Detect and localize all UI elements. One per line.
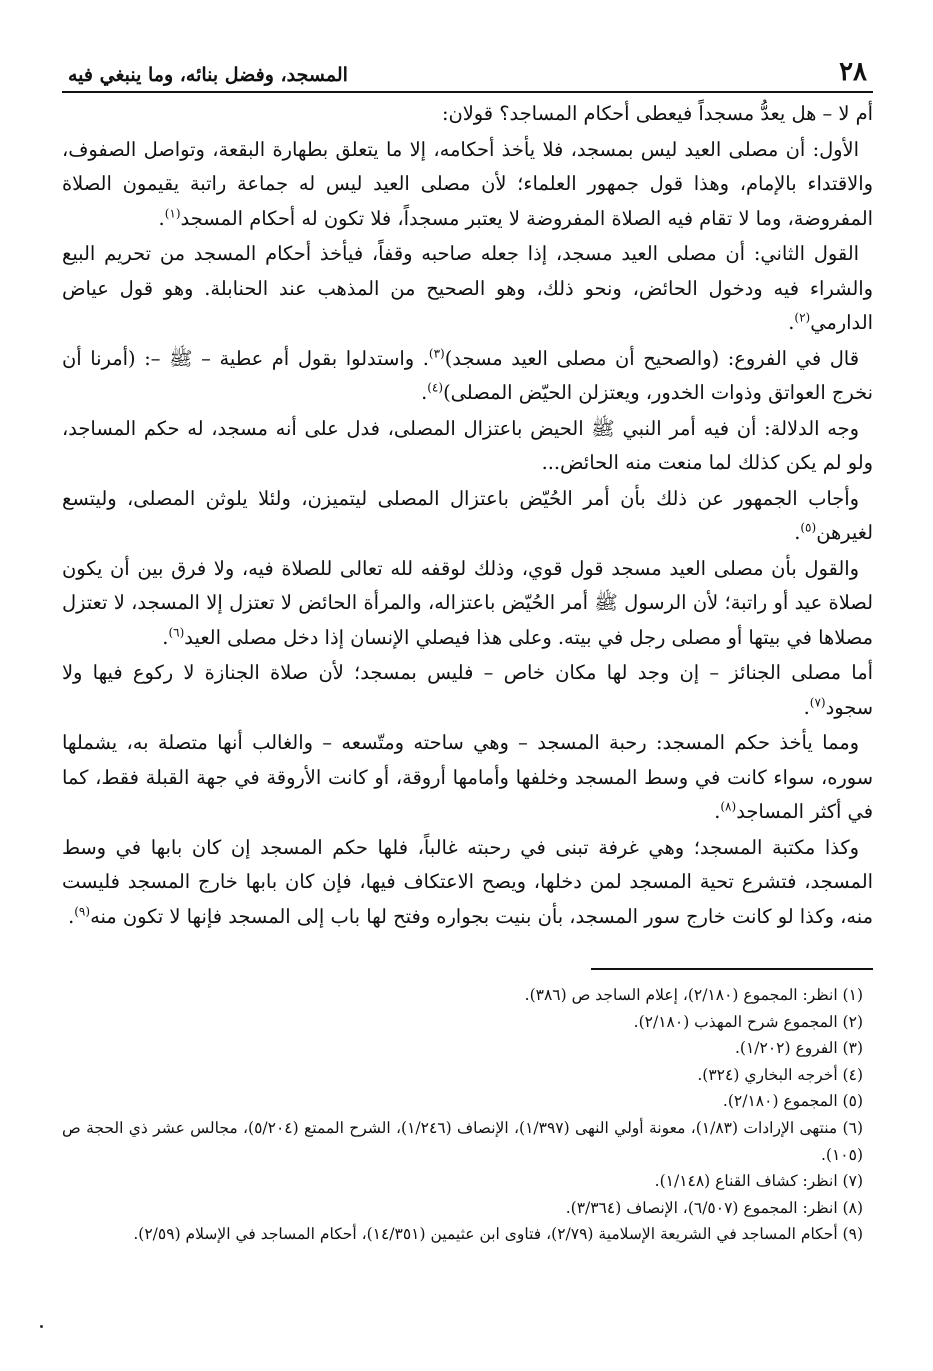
footnote: (٩) أحكام المساجد في الشريعة الإسلامية (٢/٧٩)، فتاوى ابن عثيمين (١٤/٣٥١)، أحكام المساجد في الإسلام (٢/٥٩). — [133, 1225, 863, 1244]
footnote-ref: (٥) — [800, 520, 817, 535]
paragraph-text: . واستدلوا بقول أم عطية – — [192, 346, 429, 370]
main-text — [62, 97, 873, 934]
paragraph-text: وأجاب الجمهور عن ذلك بأن أمر الحُيّض باعتزال المصلى ليتميزن، ولئلا يلوثن المصلى، وليتسع لغيرهن — [62, 486, 873, 544]
paragraph — [62, 133, 873, 237]
footnote-ref: (٦) — [168, 625, 185, 640]
running-title: المسجد، وفضل بنائه، وما ينبغي فيه — [68, 64, 348, 86]
footnote: (٨) انظر: المجموع (٦/٥٠٧)، الإنصاف (٣/٣٦٤). — [565, 1198, 863, 1217]
paragraph-text: وجه الدلالة: أن فيه أمر النبي ﷺ الحيض باعتزال المصلى، فدل على أنه مسجد، له حكم المساجد، ولو لم يكن كذلك لما منعت منه الحائض... — [62, 416, 873, 474]
punctuation: . — [158, 206, 165, 230]
footnote: (٦) منتهى الإرادات (١/٨٣)، معونة أولي النهى (١/٣٩٧)، الإنصاف (١/٢٤٦)، الشرح الممتع (٥/٢٠٤)، مجالس عشر ذي الحجة ص (١٠٥). — [62, 1118, 863, 1164]
footnote: (٣) الفروع (١/٢٠٢). — [734, 1039, 863, 1058]
paragraph — [62, 412, 873, 481]
paragraph-text: الأول: أن مصلى العيد ليس بمسجد، فلا يأخذ أحكامه، إلا ما يتعلق بطهارة البقعة، وتواصل الصفوف، والاقتداء بالإمام، وهذا قول جمهور العلماء؛ لأن مصلى العيد ليس له جماعة راتبة يقيمون الصلاة المفروضة، وما لا تقام فيه الصلاة المفروضة لا يعتبر مسجداً، فلا تكون له أحكام المسجد — [62, 137, 873, 230]
footnote-ref: (٩) — [74, 904, 91, 919]
page-header — [62, 40, 873, 93]
footnote-divider — [591, 968, 873, 970]
paragraph-text: –: (أمرنا أن نخرج العواتق وذوات الخدور، ويعتزلن الحيّض المصلى) — [62, 346, 873, 404]
paragraph-text: قال في الفروع: (والصحيح أن مصلى العيد مسجد) — [444, 346, 859, 370]
paragraph — [62, 831, 873, 935]
scan-speck — [40, 1325, 43, 1328]
paragraph-text: القول الثاني: أن مصلى العيد مسجد، إذا جعله صاحبه وقفاً، فيأخذ أحكام المسجد من تحريم البيع والشراء فيه ودخول الحائض، ونحو ذلك، وهو الصحيح من المذهب عند الحنابلة. وهو قول عياض الدارمي — [62, 242, 873, 334]
punctuation: . — [788, 311, 795, 334]
footnote-ref: (٢) — [794, 310, 811, 325]
footnote: (٢) المجموع شرح المهذب (٢/١٨٠). — [633, 1012, 863, 1031]
paragraph-text: وكذا مكتبة المسجد؛ وهي غرفة تبنى في رحبته غالباً، فلها حكم المسجد إن كان بابها في وسط المسجد، فتشرع تحية المسجد لمن دخلها، ويصح الاعتكاف فيها، فإن كان بابها خارج المسجد فليست منه، وكذا لو كانت خارج سور المسجد، بأن بنيت بجواره وفتح لها باب إلى المسجد فإنها لا تكون منه — [62, 835, 873, 928]
paragraph-text: والقول بأن مصلى العيد مسجد قول قوي، وذلك لوقفه لله تعالى للصلاة فيه، ولا فرق بين أن يكون لصلاة عيد أو راتبة؛ لأن الرسول ﷺ أمر الحُيّض باعتزاله، والمرأة الحائض لا تعتزل إلا المسجد، لا تعتزل مصلاها في بيتها أو مصلى رجل في بيته. وعلى هذا فيصلي الإنسان إذا دخل مصلى العيد — [62, 556, 873, 649]
paragraph — [62, 342, 873, 411]
paragraph — [62, 482, 873, 551]
paragraph — [62, 726, 873, 830]
punctuation: . — [162, 625, 169, 649]
punctuation: . — [794, 521, 801, 544]
footnote-ref: (١) — [164, 206, 181, 221]
footnote: (١) انظر: المجموع (٢/١٨٠)، إعلام الساجد ص (٣٨٦). — [524, 986, 863, 1004]
footnote: (٧) انظر: كشاف القناع (١/١٤٨). — [654, 1172, 863, 1191]
paragraph-text: أما مصلى الجنائز – إن وجد لها مكان خاص – فليس بمسجد؛ لأن صلاة الجنازة لا ركوع فيها ولا سجود — [62, 661, 873, 719]
paragraph-text: ومما يأخذ حكم المسجد: رحبة المسجد – وهي ساحته ومتّسعه – والغالب أنها متصلة به، يشملها سوره، سواء كانت في وسط المسجد وخلفها وأمامها أروقة، أو كانت الأروقة في جهة القبلة فقط، كما في أكثر المساجد — [62, 731, 873, 823]
paragraph — [62, 237, 873, 341]
footnote: (٤) أخرجه البخاري (٣٢٤). — [697, 1065, 863, 1084]
honorific-glyph: ﷺ — [169, 346, 193, 370]
footnote-ref: (٧) — [809, 695, 826, 710]
paragraph-text: أم لا – هل يعدُّ مسجداً فيعطى أحكام المساجد؟ قولان: — [441, 102, 873, 125]
footnote-ref: (٨) — [720, 799, 737, 814]
page-number: ٢٨ — [839, 57, 867, 87]
paragraph — [62, 552, 873, 656]
footnote-ref: (٤) — [427, 380, 444, 395]
footnotes — [62, 982, 873, 1248]
paragraph — [62, 97, 873, 132]
footnote-ref: (٣) — [428, 346, 445, 361]
footnote: (٥) المجموع (٢/١٨٠). — [722, 1092, 863, 1111]
punctuation: . — [803, 695, 810, 719]
punctuation: . — [68, 904, 75, 928]
punctuation: . — [421, 381, 428, 404]
punctuation: . — [714, 800, 721, 823]
paragraph — [62, 656, 873, 725]
